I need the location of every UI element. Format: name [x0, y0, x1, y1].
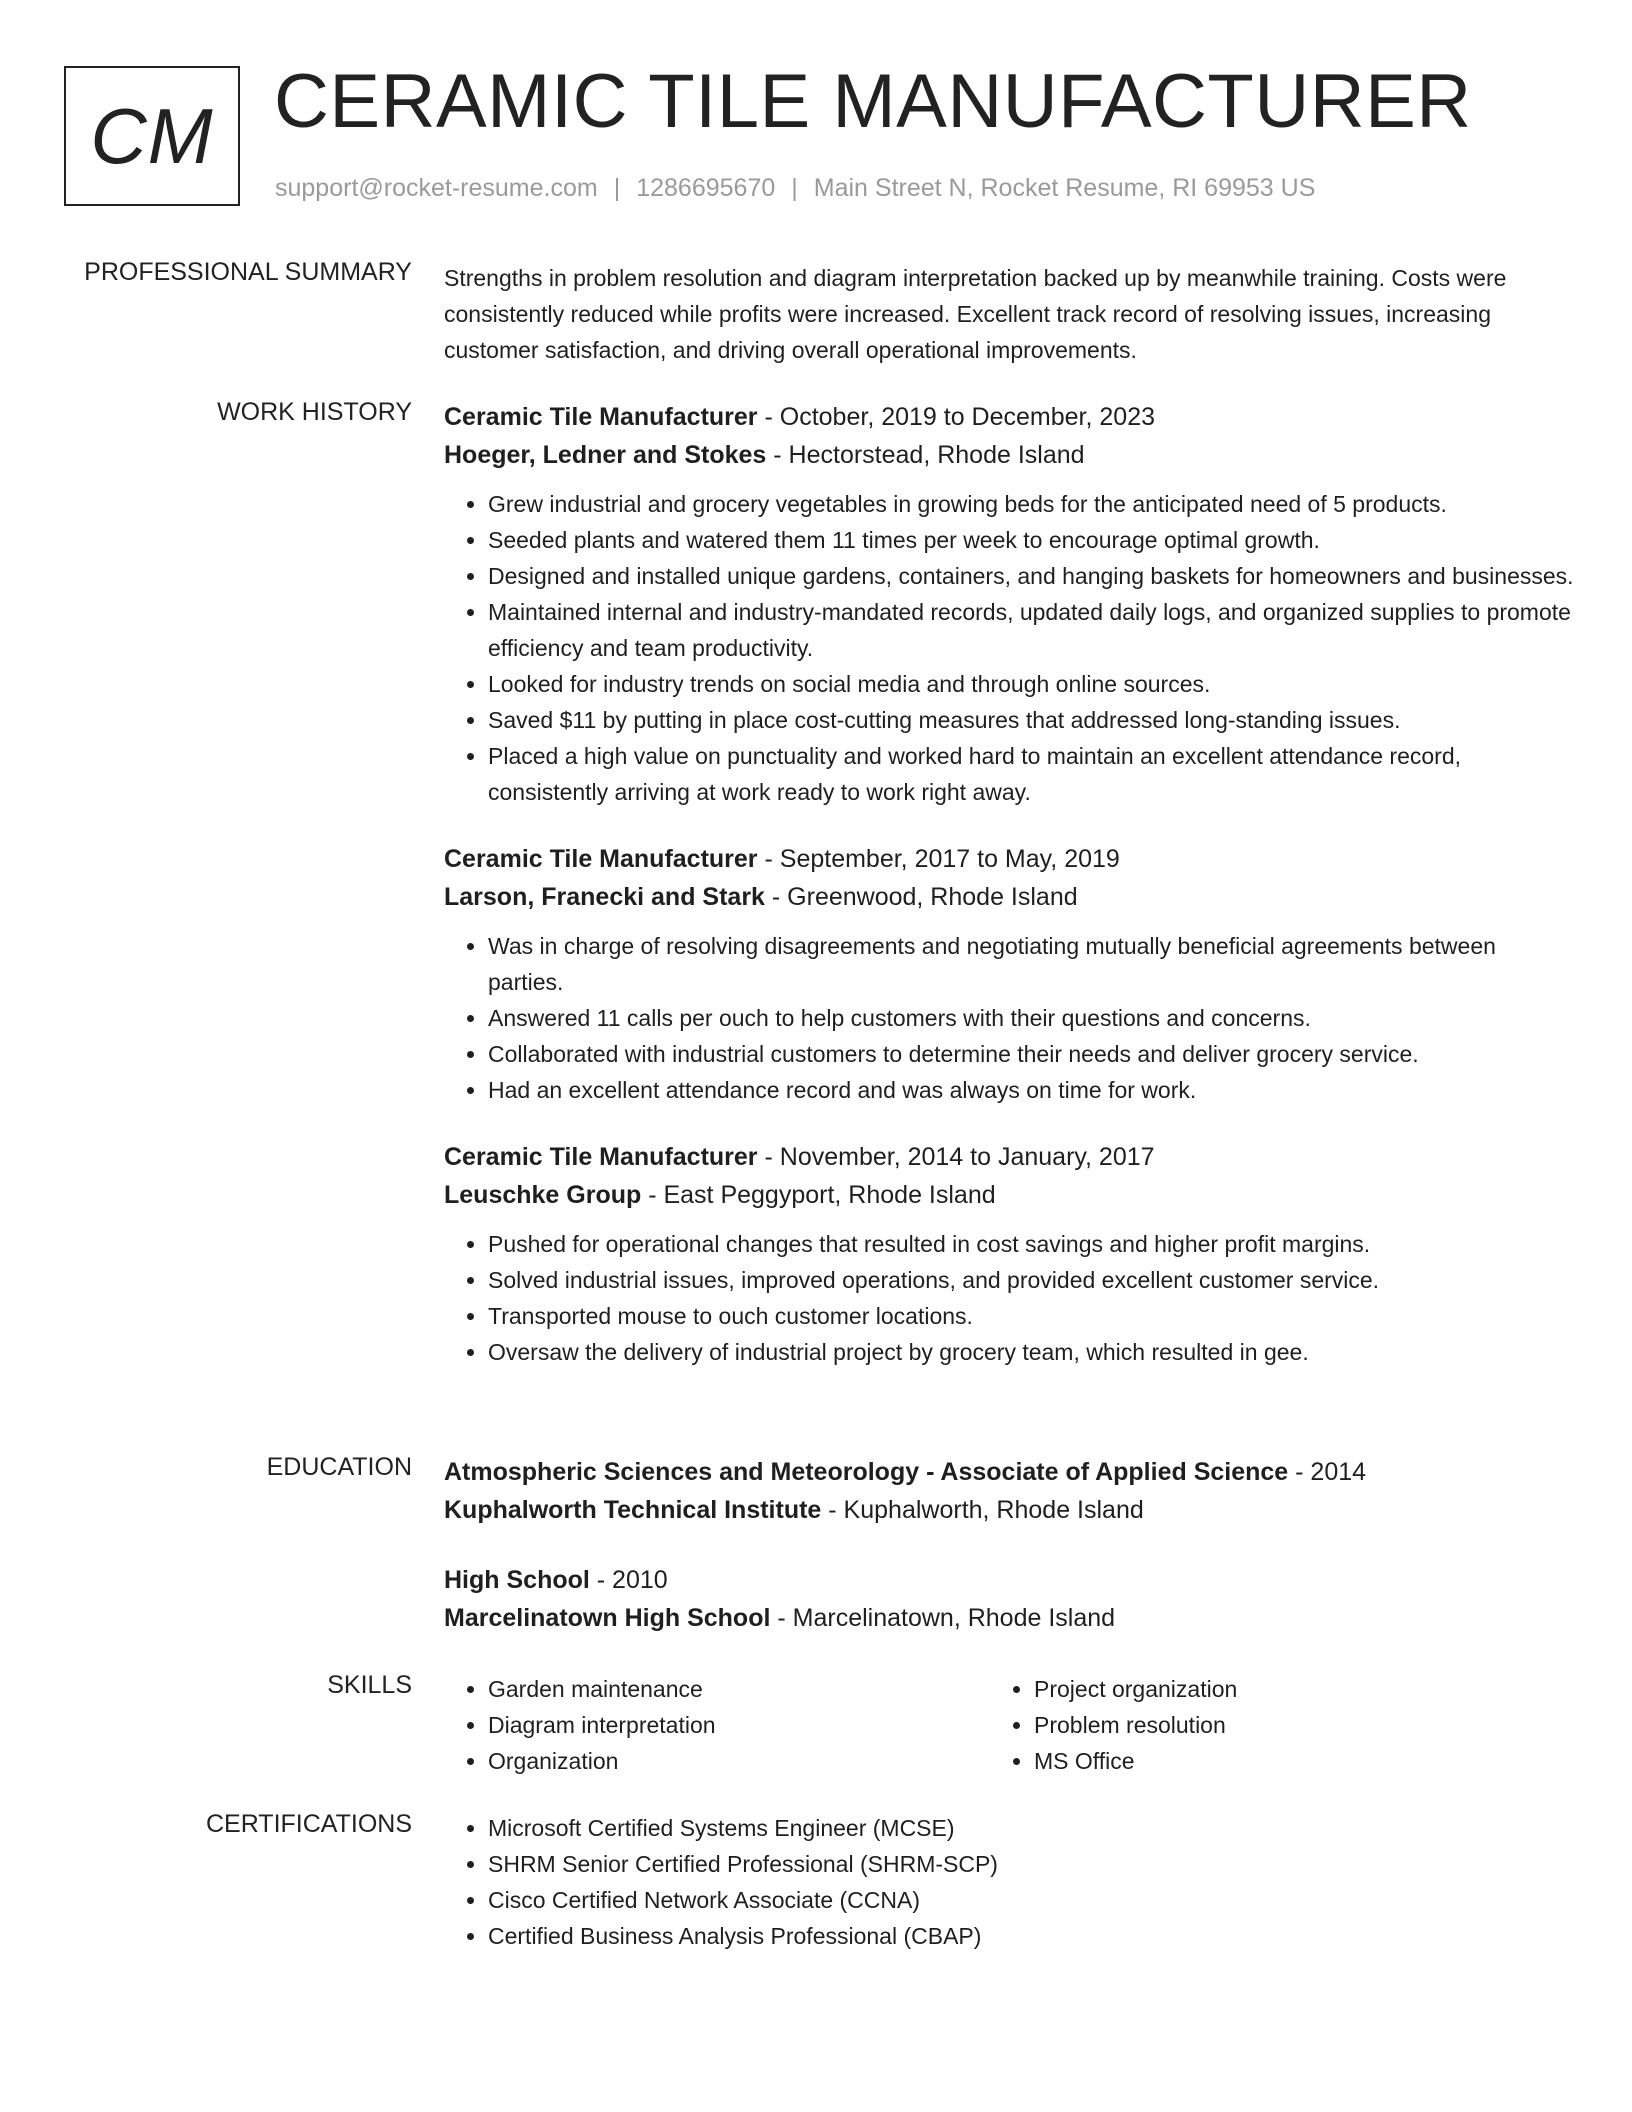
candidate-name: CERAMIC TILE MANUFACTURER	[274, 59, 1472, 144]
skills-column-1	[444, 1671, 990, 1779]
section-label-summary: PROFESSIONAL SUMMARY	[84, 258, 412, 286]
education-entry	[444, 1453, 1574, 1529]
list-item: • Transported mouse to ouch customer locations.	[488, 1298, 1574, 1334]
list-item: • Oversaw the delivery of industrial project by grocery team, which resulted in gee.	[488, 1334, 1574, 1370]
list-item: • Diagram interpretation	[488, 1707, 990, 1743]
summary-body	[444, 260, 1574, 368]
job-company: Leuschke Group	[444, 1181, 642, 1209]
contact-address: Main Street N, Rocket Resume, RI 69953 US	[813, 174, 1316, 202]
contact-email[interactable]: support@rocket-resume.com	[275, 174, 598, 202]
education-school: Kuphalworth Technical Institute	[444, 1496, 822, 1524]
job-bullets	[444, 928, 1574, 1108]
list-item: • Pushed for operational changes that resulted in cost savings and higher profit margins.	[488, 1226, 1574, 1262]
education-degree: Atmospheric Sciences and Meteorology - Associate of Applied Science	[444, 1458, 1289, 1486]
list-item: • Had an excellent attendance record and was always on time for work.	[488, 1072, 1574, 1108]
list-item: • Maintained internal and industry-mandated records, updated daily logs, and organized supplies to promote efficiency and team productivity.	[488, 594, 1574, 666]
list-item: • Cisco Certified Network Associate (CCNA)	[488, 1882, 1574, 1918]
education-entry	[444, 1561, 1574, 1637]
job-entry	[444, 1138, 1574, 1370]
education-school-line	[444, 1599, 1574, 1637]
list-item: • Looked for industry trends on social media and through online sources.	[488, 666, 1574, 702]
education-body	[444, 1453, 1574, 1669]
education-location: - Marcelinatown, Rhode Island	[770, 1604, 1116, 1632]
job-company-line	[444, 1176, 1574, 1214]
certifications-body	[444, 1810, 1574, 1954]
education-year: - 2010	[589, 1566, 668, 1594]
skills-column-2	[990, 1671, 1490, 1779]
job-title-line	[444, 1138, 1574, 1176]
job-bullets	[444, 1226, 1574, 1370]
section-label-skills: SKILLS	[327, 1671, 412, 1699]
education-location: - Kuphalworth, Rhode Island	[821, 1496, 1144, 1524]
list-item: • Designed and installed unique gardens, containers, and hanging baskets for homeowners and businesses.	[488, 558, 1574, 594]
education-degree-line	[444, 1453, 1574, 1491]
job-bullets	[444, 486, 1574, 810]
job-company: Hoeger, Ledner and Stokes	[444, 441, 767, 469]
job-entry	[444, 840, 1574, 1108]
job-company-line	[444, 878, 1574, 916]
list-item: • Problem resolution	[1034, 1707, 1490, 1743]
list-item: • Microsoft Certified Systems Engineer (MCSE)	[488, 1810, 1574, 1846]
list-item: • Placed a high value on punctuality and worked hard to maintain an excellent attendance record, consistently arriving at work ready to work right away.	[488, 738, 1574, 810]
education-degree-line	[444, 1561, 1574, 1599]
job-dates: - September, 2017 to May, 2019	[757, 845, 1120, 873]
skills-body	[444, 1671, 1574, 1779]
job-location: - Greenwood, Rhode Island	[764, 883, 1078, 911]
monogram-initials: CM	[64, 66, 240, 206]
list-item: • SHRM Senior Certified Professional (SHRM-SCP)	[488, 1846, 1574, 1882]
list-item: • Certified Business Analysis Professional (CBAP)	[488, 1918, 1574, 1954]
education-degree: High School	[444, 1566, 590, 1594]
contact-separator: |	[791, 174, 798, 202]
contact-line	[275, 174, 1315, 203]
job-company-line	[444, 436, 1574, 474]
work-history-body	[444, 398, 1574, 1400]
certifications-list	[444, 1810, 1574, 1954]
section-label-work-history: WORK HISTORY	[217, 398, 412, 426]
job-title: Ceramic Tile Manufacturer	[444, 1143, 758, 1171]
job-title-line	[444, 840, 1574, 878]
job-entry	[444, 398, 1574, 810]
list-item: • Answered 11 calls per ouch to help customers with their questions and concerns.	[488, 1000, 1574, 1036]
education-school-line	[444, 1491, 1574, 1529]
job-location: - Hectorstead, Rhode Island	[766, 441, 1085, 469]
education-year: - 2014	[1288, 1458, 1367, 1486]
list-item: • Project organization	[1034, 1671, 1490, 1707]
skills-grid	[444, 1671, 1574, 1779]
job-title: Ceramic Tile Manufacturer	[444, 403, 758, 431]
job-title: Ceramic Tile Manufacturer	[444, 845, 758, 873]
education-school: Marcelinatown High School	[444, 1604, 771, 1632]
list-item: • Collaborated with industrial customers to determine their needs and deliver grocery service.	[488, 1036, 1574, 1072]
list-item: • Solved industrial issues, improved operations, and provided excellent customer service.	[488, 1262, 1574, 1298]
list-item: • Was in charge of resolving disagreements and negotiating mutually beneficial agreements between parties.	[488, 928, 1574, 1000]
job-company: Larson, Franecki and Stark	[444, 883, 765, 911]
list-item: • Garden maintenance	[488, 1671, 990, 1707]
list-item: • Saved $11 by putting in place cost-cutting measures that addressed long-standing issues.	[488, 702, 1574, 738]
job-dates: - October, 2019 to December, 2023	[757, 403, 1156, 431]
summary-text: Strengths in problem resolution and diagram interpretation backed up by meanwhile training. Costs were consistently reduced while profits were increased. Excellent track record of resolving issues, increasing customer satisfaction, and driving overall operational improvements.	[444, 265, 1507, 363]
contact-separator: |	[613, 174, 621, 202]
list-item: • Organization	[488, 1743, 990, 1779]
job-dates: - November, 2014 to January, 2017	[757, 1143, 1155, 1171]
list-item: • MS Office	[1034, 1743, 1490, 1779]
section-label-certifications: CERTIFICATIONS	[205, 1810, 412, 1838]
contact-phone[interactable]: 1286695670	[636, 174, 776, 202]
list-item: • Seeded plants and watered them 11 times per week to encourage optimal growth.	[488, 522, 1574, 558]
job-location: - East Peggyport, Rhode Island	[641, 1181, 996, 1209]
section-label-education: EDUCATION	[266, 1453, 412, 1481]
list-item: • Grew industrial and grocery vegetables in growing beds for the anticipated need of 5 products.	[488, 486, 1574, 522]
job-title-line	[444, 398, 1574, 436]
